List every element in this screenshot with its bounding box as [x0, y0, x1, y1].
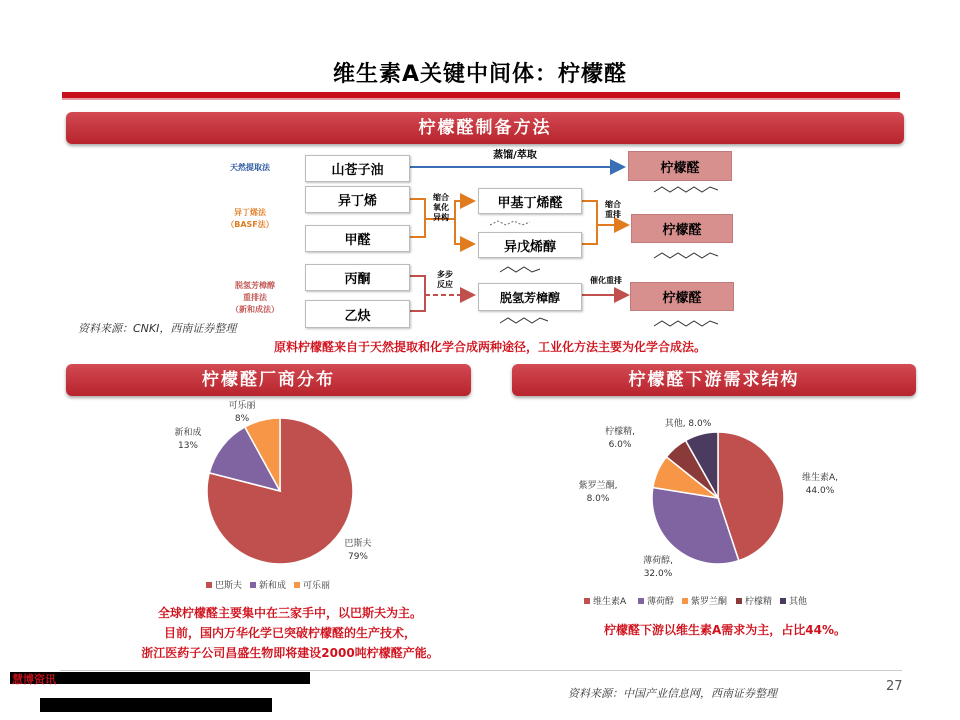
category-basf: 异丁烯法 （BASF法）	[226, 208, 274, 229]
vendor-legend-swatch-2	[250, 582, 256, 588]
label-condense-rearrange: 缩合 重排	[605, 200, 621, 219]
vendor-legend-label-1: 巴斯夫	[215, 581, 243, 591]
label-condense-oxidize: 缩合 氧化 异构	[433, 193, 449, 222]
label-distill: 蒸馏/萃取	[493, 150, 537, 161]
demand-legend-label-3: 紫罗兰酮	[691, 597, 728, 607]
flow-conclusion: 原料柠檬醛来自于天然提取和化学合成两种途径，工业化方法主要为化学合成法。	[273, 340, 706, 354]
label-multistep: 多步 反应	[437, 270, 453, 289]
arrow-to-methylbutenal	[455, 201, 474, 219]
demand-data-label-2: 薄荷醇, 32.0%	[643, 556, 673, 579]
demand-legend-label-5: 其他	[789, 597, 808, 607]
box-litsea-oil: 山苍子油	[305, 155, 410, 182]
box-prenol: 异戊烯醇	[478, 232, 582, 258]
vendor-data-label-1: 巴斯夫 79%	[344, 539, 372, 562]
demand-legend-swatch-3	[682, 598, 688, 604]
molecule-citral-3	[654, 321, 718, 326]
box-formaldehyde: 甲醛	[305, 225, 410, 252]
arrow-to-prenol	[455, 219, 474, 244]
vendor-legend-swatch-3	[294, 582, 300, 588]
box-citral-dehydro: 柠檬醛	[630, 282, 734, 311]
demand-note: 柠檬醛下游以维生素A需求为主，占比44%。	[603, 623, 846, 637]
box-citral-basf: 柠檬醛	[631, 214, 733, 243]
vendor-note-1: 全球柠檬醛主要集中在三家手中，以巴斯夫为主。	[157, 606, 422, 620]
bracket-basf-intermediates	[582, 201, 597, 244]
box-dehydrolinalool: 脱氢芳樟醇	[478, 283, 582, 311]
vendor-pie-chart	[110, 398, 450, 603]
vendor-banner: 柠檬醛厂商分布	[66, 364, 471, 396]
demand-legend-swatch-2	[638, 598, 644, 604]
demand-legend-label-2: 薄荷醇	[647, 597, 675, 607]
molecule-prenol	[500, 267, 540, 272]
demand-source: 资料来源：中国产业信息网，西南证券整理	[568, 687, 777, 700]
category-natural: 天然提取法	[230, 163, 270, 172]
vendor-legend-label-3: 可乐丽	[303, 581, 331, 591]
box-acetylene: 乙炔	[305, 300, 410, 328]
demand-data-label-3: 紫罗兰酮, 8.0%	[578, 481, 618, 504]
molecule-citral-1	[654, 187, 718, 192]
vendor-legend-label-2: 新和成	[259, 581, 287, 591]
footer-brand: 慧博资讯	[12, 673, 56, 686]
molecule-methylbutenal	[490, 221, 530, 225]
vendor-legend-swatch-1	[206, 582, 212, 588]
demand-legend-swatch-5	[780, 598, 786, 604]
box-isobutene: 异丁烯	[305, 186, 410, 213]
label-catalytic: 催化重排	[590, 276, 622, 285]
bracket-basf-inputs	[410, 199, 425, 237]
demand-legend-swatch-1	[584, 598, 590, 604]
molecule-citral-2	[654, 253, 718, 258]
demand-legend-swatch-4	[736, 598, 742, 604]
flow-source: 资料来源：CNKI，西南证券整理	[78, 322, 237, 335]
page-title: 维生素A关键中间体：柠檬醛	[332, 62, 628, 87]
box-methylbutenal: 甲基丁烯醛	[478, 188, 582, 214]
title-underline-light	[62, 98, 900, 100]
demand-data-label-5: 其他, 8.0%	[664, 419, 712, 429]
vendor-data-label-2: 新和成 13%	[174, 428, 202, 451]
vendor-data-label-3: 可乐丽 8%	[228, 401, 256, 424]
bracket-dehydro-inputs	[410, 276, 425, 311]
demand-legend-label-1: 维生素A	[593, 597, 627, 607]
demand-pie-chart	[560, 400, 880, 615]
prep-method-banner: 柠檬醛制备方法	[66, 112, 904, 144]
box-acetone: 丙酮	[305, 264, 410, 291]
demand-data-label-1: 维生素A, 44.0%	[801, 473, 839, 496]
footer-divider	[60, 670, 902, 671]
footer-redaction-2	[40, 698, 272, 712]
demand-data-label-4: 柠檬精, 6.0%	[605, 427, 635, 450]
vendor-note-3: 浙江医药子公司昌盛生物即将建设2000吨柠檬醛产能。	[141, 646, 439, 660]
vendor-note-2: 目前，国内万华化学已突破柠檬醛的生产技术，	[163, 626, 416, 640]
molecule-dehydrolinalool	[500, 318, 548, 323]
box-citral-natural: 柠檬醛	[628, 151, 732, 181]
demand-legend-label-4: 柠檬精	[745, 597, 773, 607]
category-dehydro: 脱氢芳樟醇 重排法 （新和成法）	[231, 281, 279, 314]
demand-banner: 柠檬醛下游需求结构	[512, 364, 916, 396]
page-number: 27	[886, 679, 903, 694]
